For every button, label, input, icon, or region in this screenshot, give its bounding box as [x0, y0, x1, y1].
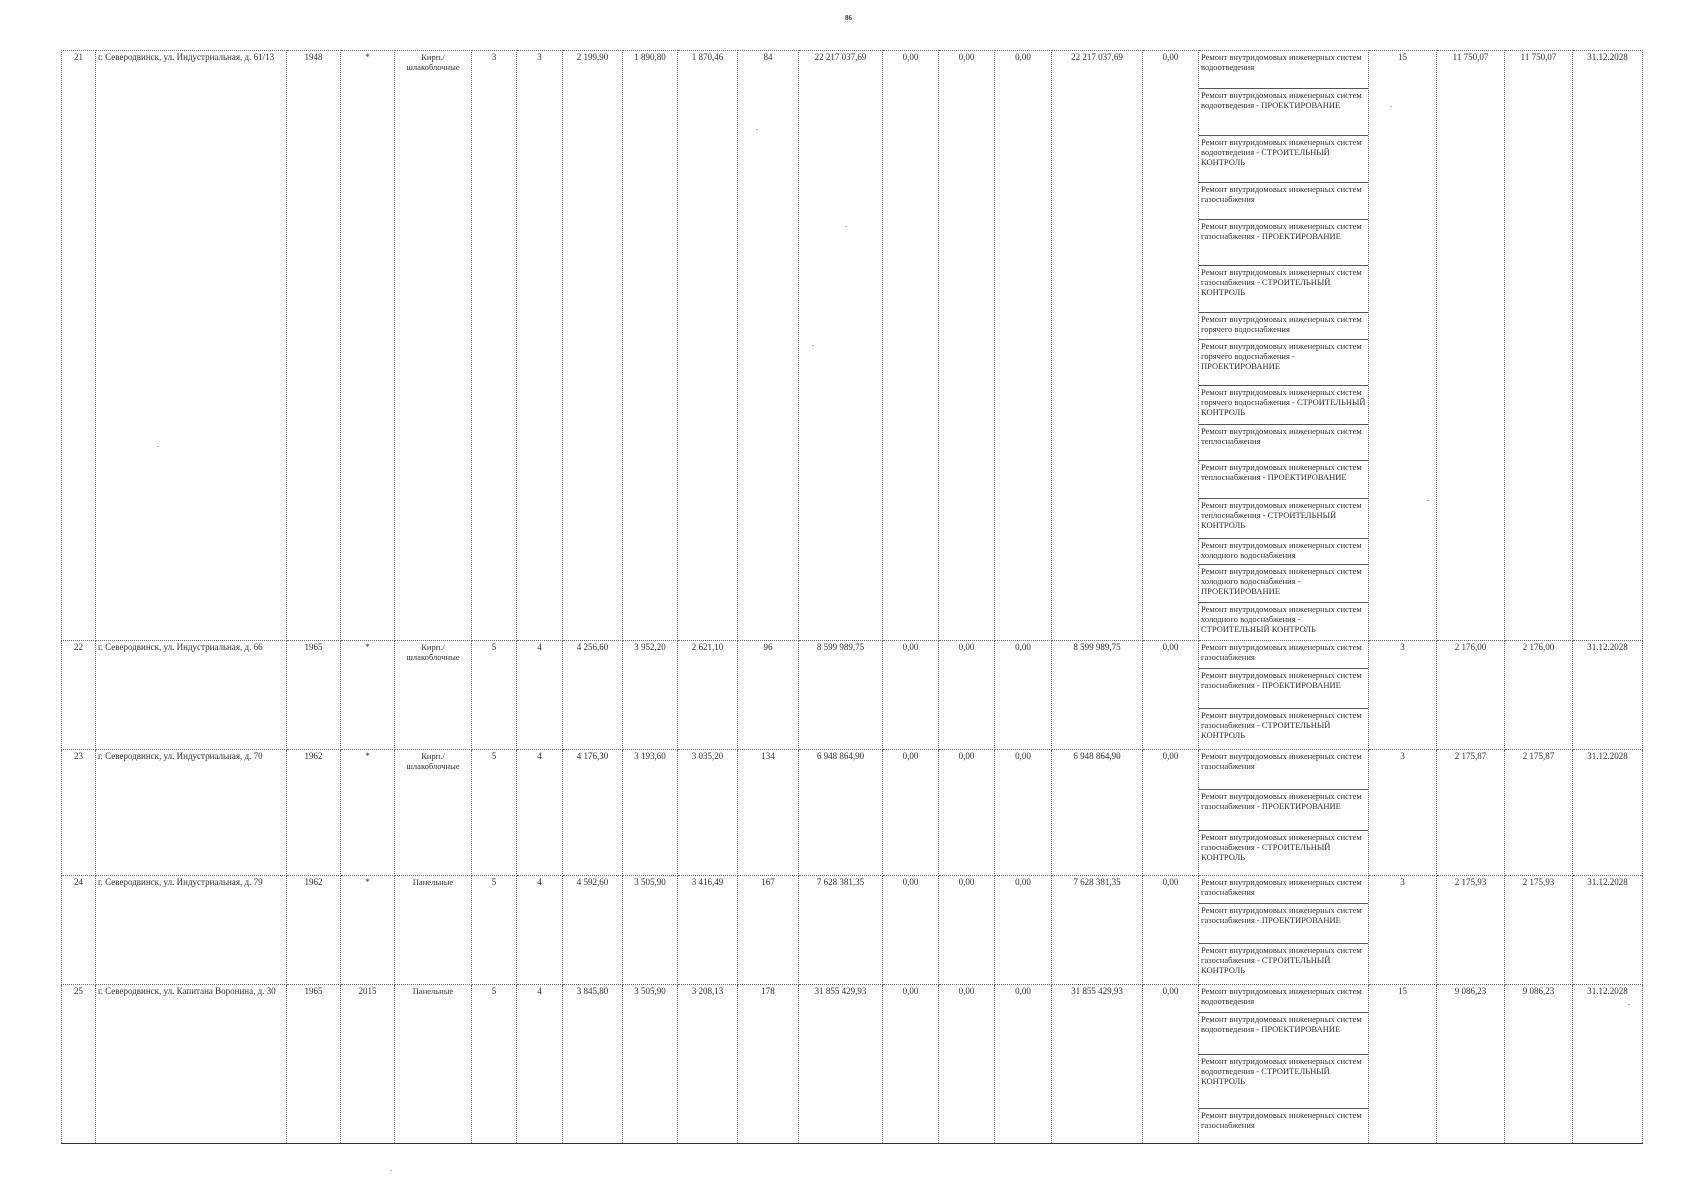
floors-cell: 5 [472, 985, 517, 1144]
cost-fund-cell: 0,00 [883, 876, 939, 985]
cost-region-cell: 0,00 [939, 641, 995, 750]
cost-region-cell: 0,00 [939, 876, 995, 985]
area-residential-cell: 3 416,49 [678, 876, 738, 985]
cost-local-cell: 0,00 [995, 985, 1052, 1144]
cost-fund-cell: 0,00 [883, 641, 939, 750]
year-built-cell: 1965 [287, 641, 341, 750]
area-premises-cell: 3 505,90 [623, 985, 678, 1144]
area-total-cell: 4 256,60 [563, 641, 623, 750]
cost-owners-cell: 8 599 989,75 [1052, 641, 1143, 750]
cost-owners-cell: 22 217 037,69 [1052, 51, 1143, 641]
wall-material-cell: Кирп./ шлакоблочные [395, 641, 472, 750]
works-cell [1199, 641, 1369, 750]
entrances-cell: 4 [517, 641, 563, 750]
work-item: Ремонт внутридомовых инженерных систем газоснабжения [1199, 876, 1368, 904]
scan-speck [1390, 106, 1392, 107]
cost-total-cell: 7 628 381,35 [799, 876, 883, 985]
work-item: Ремонт внутридомовых инженерных систем холодного водоснабжения - ПРОЕКТИРОВАНИЕ [1199, 565, 1368, 603]
work-count-cell: 15 [1369, 985, 1437, 1144]
scan-speck [845, 226, 847, 227]
floors-cell: 5 [472, 876, 517, 985]
deadline-cell: 31.12.2028 [1573, 985, 1643, 1144]
wall-material-cell: Панельные [395, 876, 472, 985]
work-item: Ремонт внутридомовых инженерных систем газоснабжения - ПРОЕКТИРОВАНИЕ [1199, 220, 1368, 266]
scan-speck [390, 1170, 392, 1171]
address-cell: г. Северодвинск, ул. Индустриальная, д. 61/13 [96, 51, 287, 641]
residents-cell: 167 [738, 876, 799, 985]
work-item: Ремонт внутридомовых инженерных систем холодного водоснабжения [1199, 539, 1368, 565]
work-item: Ремонт внутридомовых инженерных систем газоснабжения - СТРОИТЕЛЬНЫЙ КОНТРОЛЬ [1201, 710, 1362, 740]
max-unit-cost-cell: 2 175,87 [1505, 750, 1573, 876]
floors-cell: 3 [472, 51, 517, 641]
work-item: Ремонт внутридомовых инженерных систем холодного водоснабжения - СТРОИТЕЛЬНЫЙ КОНТРОЛЬ [1201, 604, 1362, 634]
cost-owners-cell: 7 628 381,35 [1052, 876, 1143, 985]
cost-fund-cell: 0,00 [883, 51, 939, 641]
entrances-cell: 4 [517, 750, 563, 876]
cost-total-cell: 6 948 864,90 [799, 750, 883, 876]
work-item: Ремонт внутридомовых инженерных систем газоснабжения - ПРОЕКТИРОВАНИЕ [1199, 669, 1368, 709]
address-cell: г. Северодвинск, ул. Капитана Воронина, д. 30 [96, 985, 287, 1144]
scan-speck [1628, 1004, 1630, 1005]
max-unit-cost-cell: 9 086,23 [1505, 985, 1573, 1144]
year-built-cell: 1948 [287, 51, 341, 641]
cost-other-cell: 0,00 [1143, 985, 1199, 1144]
wall-material-cell: Панельные [395, 985, 472, 1144]
area-premises-cell: 3 193,60 [623, 750, 678, 876]
work-item: Ремонт внутридомовых инженерных систем газоснабжения [1201, 1110, 1362, 1130]
works-cell [1199, 985, 1369, 1144]
work-item: Ремонт внутридомовых инженерных систем газоснабжения - ПРОЕКТИРОВАНИЕ [1199, 790, 1368, 831]
works-cell [1199, 750, 1369, 876]
cost-other-cell: 0,00 [1143, 51, 1199, 641]
unit-cost-cell: 2 175,87 [1437, 750, 1505, 876]
work-item: Ремонт внутридомовых инженерных систем водоотведения - СТРОИТЕЛЬНЫЙ КОНТРОЛЬ [1199, 136, 1368, 183]
year-built-cell: 1962 [287, 750, 341, 876]
cost-fund-cell: 0,00 [883, 750, 939, 876]
year-overhaul-cell: 2015 [341, 985, 395, 1144]
work-item: Ремонт внутридомовых инженерных систем водоотведения - СТРОИТЕЛЬНЫЙ КОНТРОЛЬ [1199, 1055, 1368, 1109]
max-unit-cost-cell: 2 175,93 [1505, 876, 1573, 985]
area-total-cell: 4 176,30 [563, 750, 623, 876]
scan-speck [1427, 500, 1429, 501]
cost-local-cell: 0,00 [995, 641, 1052, 750]
area-premises-cell: 3 952,20 [623, 641, 678, 750]
work-item: Ремонт внутридомовых инженерных систем газоснабжения - СТРОИТЕЛЬНЫЙ КОНТРОЛЬ [1199, 266, 1368, 313]
row-number: 25 [62, 985, 96, 1144]
area-premises-cell: 1 890,80 [623, 51, 678, 641]
entrances-cell: 4 [517, 985, 563, 1144]
unit-cost-cell: 9 086,23 [1437, 985, 1505, 1144]
work-item: Ремонт внутридомовых инженерных систем горячего водоснабжения - СТРОИТЕЛЬНЫЙ КОНТРОЛЬ [1199, 386, 1368, 425]
year-overhaul-cell: * [341, 641, 395, 750]
scan-speck [812, 345, 814, 346]
area-residential-cell: 1 870,46 [678, 51, 738, 641]
entrances-cell: 3 [517, 51, 563, 641]
work-item: Ремонт внутридомовых инженерных систем газоснабжения [1199, 183, 1368, 220]
area-total-cell: 4 592,60 [563, 876, 623, 985]
cost-local-cell: 0,00 [995, 876, 1052, 985]
work-count-cell: 15 [1369, 51, 1437, 641]
work-item: Ремонт внутридомовых инженерных систем водоотведения [1199, 51, 1368, 89]
row-number: 24 [62, 876, 96, 985]
unit-cost-cell: 11 750,07 [1437, 51, 1505, 641]
address-cell: г. Северодвинск, ул. Индустриальная, д. 66 [96, 641, 287, 750]
work-item: Ремонт внутридомовых инженерных систем теплоснабжения [1199, 425, 1368, 461]
deadline-cell: 31.12.2028 [1573, 876, 1643, 985]
table-row [62, 876, 1643, 985]
work-item: Ремонт внутридомовых инженерных систем газоснабжения [1199, 641, 1368, 669]
cost-region-cell: 0,00 [939, 985, 995, 1144]
wall-material-cell: Кирп./ шлакоблочные [395, 51, 472, 641]
residents-cell: 134 [738, 750, 799, 876]
address-cell: г. Северодвинск, ул. Индустриальная, д. 79 [96, 876, 287, 985]
year-overhaul-cell: * [341, 51, 395, 641]
work-item: Ремонт внутридомовых инженерных систем теплоснабжения - СТРОИТЕЛЬНЫЙ КОНТРОЛЬ [1199, 499, 1368, 539]
floors-cell: 5 [472, 641, 517, 750]
table-row [62, 985, 1643, 1144]
floors-cell: 5 [472, 750, 517, 876]
deadline-cell: 31.12.2028 [1573, 51, 1643, 641]
scan-speck [756, 129, 758, 130]
work-count-cell: 3 [1369, 750, 1437, 876]
cost-other-cell: 0,00 [1143, 641, 1199, 750]
work-count-cell: 3 [1369, 876, 1437, 985]
cost-total-cell: 31 855 429,93 [799, 985, 883, 1144]
cost-owners-cell: 31 855 429,93 [1052, 985, 1143, 1144]
unit-cost-cell: 2 176,00 [1437, 641, 1505, 750]
address-cell: г. Северодвинск, ул. Индустриальная, д. 70 [96, 750, 287, 876]
cost-local-cell: 0,00 [995, 51, 1052, 641]
entrances-cell: 4 [517, 876, 563, 985]
work-item: Ремонт внутридомовых инженерных систем газоснабжения [1199, 750, 1368, 790]
wall-material-cell: Кирп./ шлакоблочные [395, 750, 472, 876]
cost-total-cell: 8 599 989,75 [799, 641, 883, 750]
year-built-cell: 1962 [287, 876, 341, 985]
works-cell [1199, 876, 1369, 985]
cost-owners-cell: 6 948 864,90 [1052, 750, 1143, 876]
work-item: Ремонт внутридомовых инженерных систем водоотведения [1199, 985, 1368, 1013]
work-item: Ремонт внутридомовых инженерных систем теплоснабжения - ПРОЕКТИРОВАНИЕ [1199, 461, 1368, 499]
area-total-cell: 2 199,90 [563, 51, 623, 641]
row-number: 23 [62, 750, 96, 876]
works-cell [1199, 51, 1369, 641]
deadline-cell: 31.12.2028 [1573, 641, 1643, 750]
work-item: Ремонт внутридомовых инженерных систем газоснабжения - СТРОИТЕЛЬНЫЙ КОНТРОЛЬ [1201, 832, 1362, 862]
row-number: 22 [62, 641, 96, 750]
work-item: Ремонт внутридомовых инженерных систем газоснабжения - ПРОЕКТИРОВАНИЕ [1199, 904, 1368, 944]
cost-fund-cell: 0,00 [883, 985, 939, 1144]
residents-cell: 84 [738, 51, 799, 641]
work-item: Ремонт внутридомовых инженерных систем газоснабжения - СТРОИТЕЛЬНЫЙ КОНТРОЛЬ [1201, 945, 1362, 975]
unit-cost-cell: 2 175,93 [1437, 876, 1505, 985]
area-residential-cell: 2 621,10 [678, 641, 738, 750]
cost-other-cell: 0,00 [1143, 876, 1199, 985]
work-item: Ремонт внутридомовых инженерных систем горячего водоснабжения - ПРОЕКТИРОВАНИЕ [1199, 340, 1368, 386]
page-number: 86 [845, 14, 852, 22]
capital-repair-table [61, 50, 1643, 1144]
year-built-cell: 1965 [287, 985, 341, 1144]
work-item: Ремонт внутридомовых инженерных систем водоотведения - ПРОЕКТИРОВАНИЕ [1199, 89, 1368, 136]
table-row [62, 51, 1643, 641]
cost-local-cell: 0,00 [995, 750, 1052, 876]
area-residential-cell: 3 035,20 [678, 750, 738, 876]
table-row [62, 750, 1643, 876]
year-overhaul-cell: * [341, 876, 395, 985]
residents-cell: 178 [738, 985, 799, 1144]
year-overhaul-cell: * [341, 750, 395, 876]
work-count-cell: 3 [1369, 641, 1437, 750]
area-premises-cell: 3 505,90 [623, 876, 678, 985]
work-item: Ремонт внутридомовых инженерных систем водоотведения - ПРОЕКТИРОВАНИЕ [1199, 1013, 1368, 1055]
max-unit-cost-cell: 2 176,00 [1505, 641, 1573, 750]
cost-total-cell: 22 217 037,69 [799, 51, 883, 641]
cost-other-cell: 0,00 [1143, 750, 1199, 876]
row-number: 21 [62, 51, 96, 641]
residents-cell: 96 [738, 641, 799, 750]
area-total-cell: 3 845,80 [563, 985, 623, 1144]
cost-region-cell: 0,00 [939, 750, 995, 876]
work-item: Ремонт внутридомовых инженерных систем горячего водоснабжения [1199, 313, 1368, 340]
cost-region-cell: 0,00 [939, 51, 995, 641]
deadline-cell: 31.12.2028 [1573, 750, 1643, 876]
max-unit-cost-cell: 11 750,07 [1505, 51, 1573, 641]
table-row [62, 641, 1643, 750]
scan-speck [157, 446, 159, 447]
area-residential-cell: 3 208,13 [678, 985, 738, 1144]
